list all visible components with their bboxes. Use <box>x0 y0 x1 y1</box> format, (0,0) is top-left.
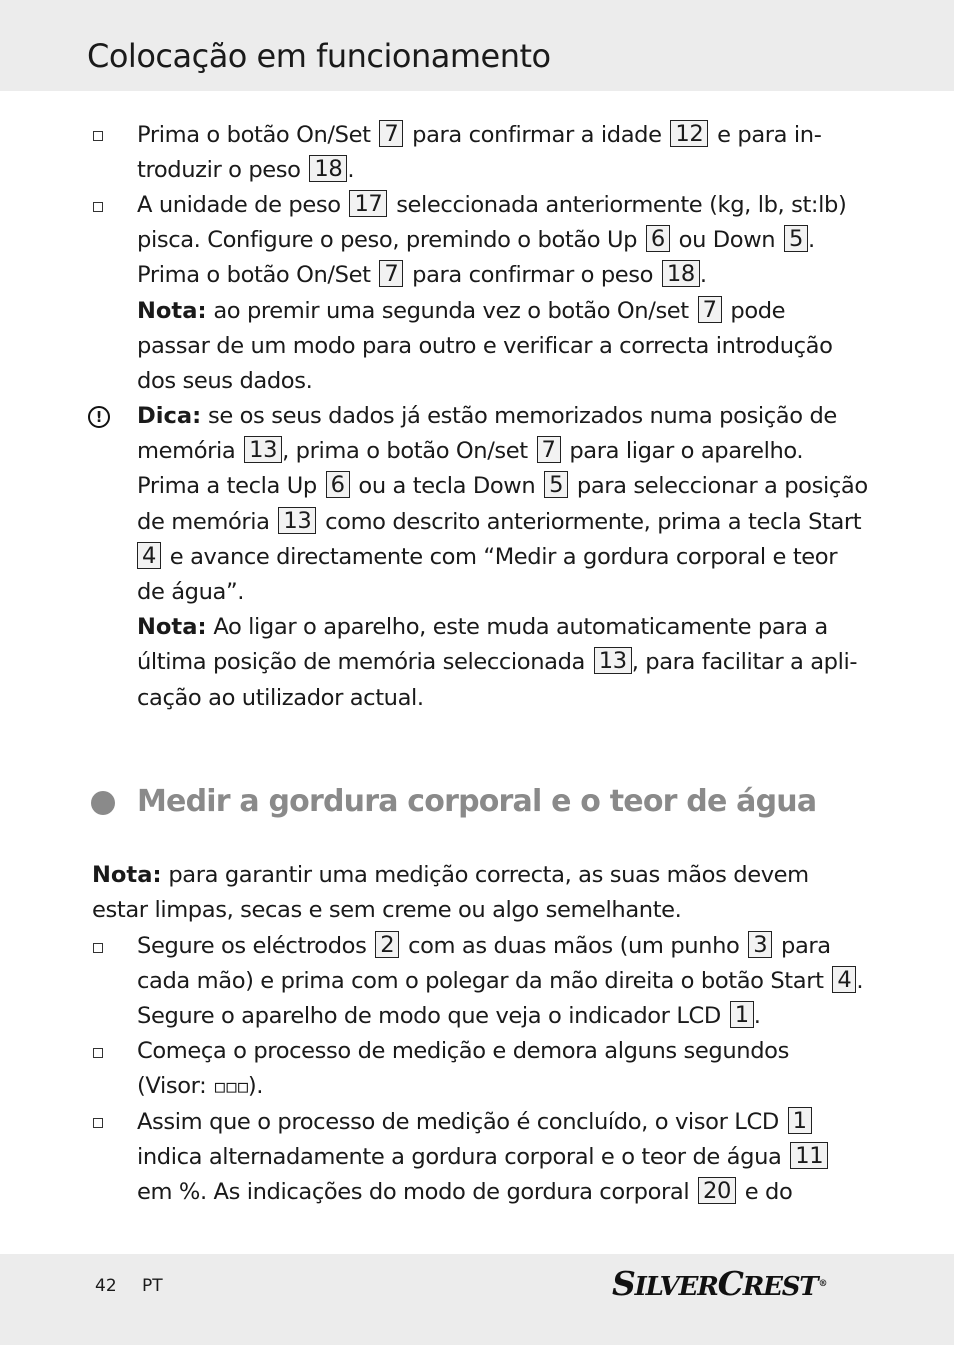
ref-number: 5 <box>784 225 808 252</box>
checkbox-bullet-icon <box>93 202 103 212</box>
ref-number: 7 <box>379 120 403 147</box>
ref-number: 11 <box>790 1142 828 1169</box>
ref-number: 4 <box>137 542 161 569</box>
ref-number: 13 <box>244 436 282 463</box>
ref-number: 2 <box>375 931 399 958</box>
list-item: Segure os eléctrodos 2 com as duas mãos (um punho 3 para cada mão) e prima com o polegar da mão direita o botão Start 4 . Segure o aparelho de modo que veja o indicador LCD 1 . <box>137 932 864 1030</box>
brand-logo: SILVERCREST® <box>612 1264 827 1303</box>
checkbox-bullet-icon <box>93 1118 103 1128</box>
ref-number: 1 <box>788 1107 812 1134</box>
ref-number: 6 <box>326 471 350 498</box>
ref-number: 20 <box>698 1177 736 1204</box>
tip-block: Dica: se os seus dados já estão memorizados numa posição de memória 13 , prima o botão On/set 7 para ligar o aparelho. Prima a tecla Up 6 ou a tecla Down 5 para seleccionar a posição de memória 13 como descrito anteriormente, prima a tecla Start 4 e avance directamente com “Medir a gordura corporal e teor de água”. Nota: Ao ligar o aparelho, este muda automaticamente para a última posição de memória seleccionada 13 , para facilitar a apli- cação ao utilizador actual. <box>137 403 868 711</box>
note-paragraph: Nota: para garantir uma medição correcta, as suas mãos devem estar limpas, secas e sem creme ou algo semelhante. <box>92 862 809 924</box>
ref-number: 17 <box>349 190 387 217</box>
ref-number: 6 <box>646 225 670 252</box>
checkbox-bullet-icon <box>93 943 103 953</box>
checkbox-bullet-icon <box>93 131 103 141</box>
page-header <box>0 0 954 91</box>
ref-number: 12 <box>670 120 708 147</box>
ref-number: 4 <box>832 966 856 993</box>
section-title: Medir a gordura corporal e o teor de água <box>137 784 817 819</box>
list-item: A unidade de peso 17 seleccionada anteriormente (kg, lb, st:lb) pisca. Configure o peso, premindo o botão Up 6 ou Down 5 . Prima o botão On/Set 7 para confirmar o peso 18 . Nota: ao premir uma segunda vez o botão On/set 7 pode passar de um modo para outro e verificar a correcta introdução dos seus dados. <box>137 191 847 394</box>
exclamation-circle-icon: ! <box>88 406 110 428</box>
lcd-segments-icon: ▫▫▫ <box>213 1074 248 1099</box>
tip-label: Dica: <box>137 403 202 429</box>
section-bullet-icon <box>91 791 115 815</box>
page-title: Colocação em funcionamento <box>87 37 551 75</box>
note-label: Nota: <box>92 862 162 888</box>
ref-number: 13 <box>278 507 316 534</box>
ref-number: 13 <box>594 647 632 674</box>
list-item: Prima o botão On/Set 7 para confirmar a idade 12 e para in- troduzir o peso 18 . <box>137 121 822 184</box>
language-code: PT <box>142 1276 163 1296</box>
list-item: Começa o processo de medição e demora alguns segundos (Visor: ▫▫▫). <box>137 1038 789 1100</box>
ref-number: 7 <box>537 436 561 463</box>
checkbox-bullet-icon <box>93 1048 103 1058</box>
list-item: Assim que o processo de medição é concluído, o visor LCD 1 indica alternadamente a gordura corporal e o teor de água 11 em %. As indicações do modo de gordura corporal 20 e do <box>137 1105 867 1211</box>
page-number: 42 <box>95 1276 117 1296</box>
ref-number: 5 <box>544 471 568 498</box>
ref-number: 3 <box>748 931 772 958</box>
ref-number: 18 <box>662 260 700 287</box>
ref-number: 7 <box>379 260 403 287</box>
ref-number: 7 <box>698 296 722 323</box>
note-label: Nota: <box>137 297 207 324</box>
ref-number: 18 <box>309 155 347 182</box>
note-label: Nota: <box>137 614 207 641</box>
ref-number: 1 <box>730 1001 754 1028</box>
